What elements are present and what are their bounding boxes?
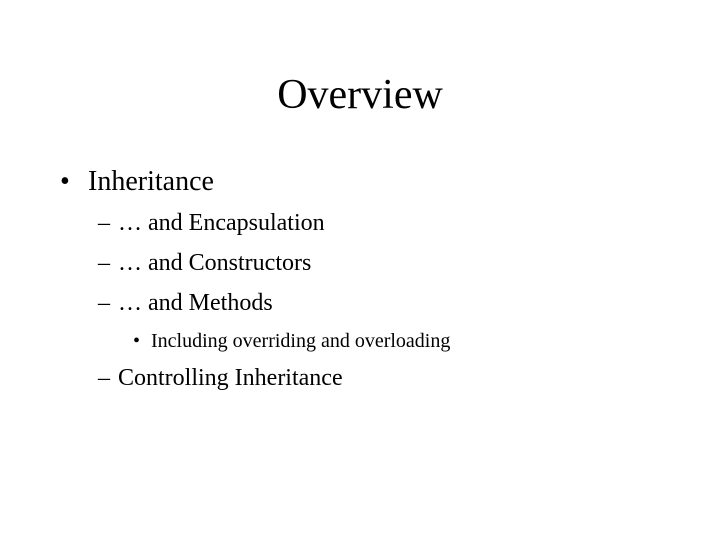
bullet-text: Inheritance bbox=[88, 166, 214, 197]
sub-bullet-text: … and Encapsulation bbox=[118, 210, 325, 236]
sub-sub-bullet-text: Including overriding and overloading bbox=[151, 330, 451, 352]
sub-bullet-text: … and Methods bbox=[118, 290, 273, 316]
bullet-marker: • bbox=[133, 330, 141, 352]
dash-marker: – bbox=[98, 365, 110, 391]
slide-title: Overview bbox=[277, 72, 443, 118]
dash-marker: – bbox=[98, 210, 110, 236]
sub-bullet-text: Controlling Inheritance bbox=[118, 365, 343, 391]
sub-bullet-text: … and Constructors bbox=[118, 250, 312, 276]
dash-marker: – bbox=[98, 290, 110, 316]
dash-marker: – bbox=[98, 250, 110, 276]
bullet-marker: • bbox=[60, 166, 70, 197]
